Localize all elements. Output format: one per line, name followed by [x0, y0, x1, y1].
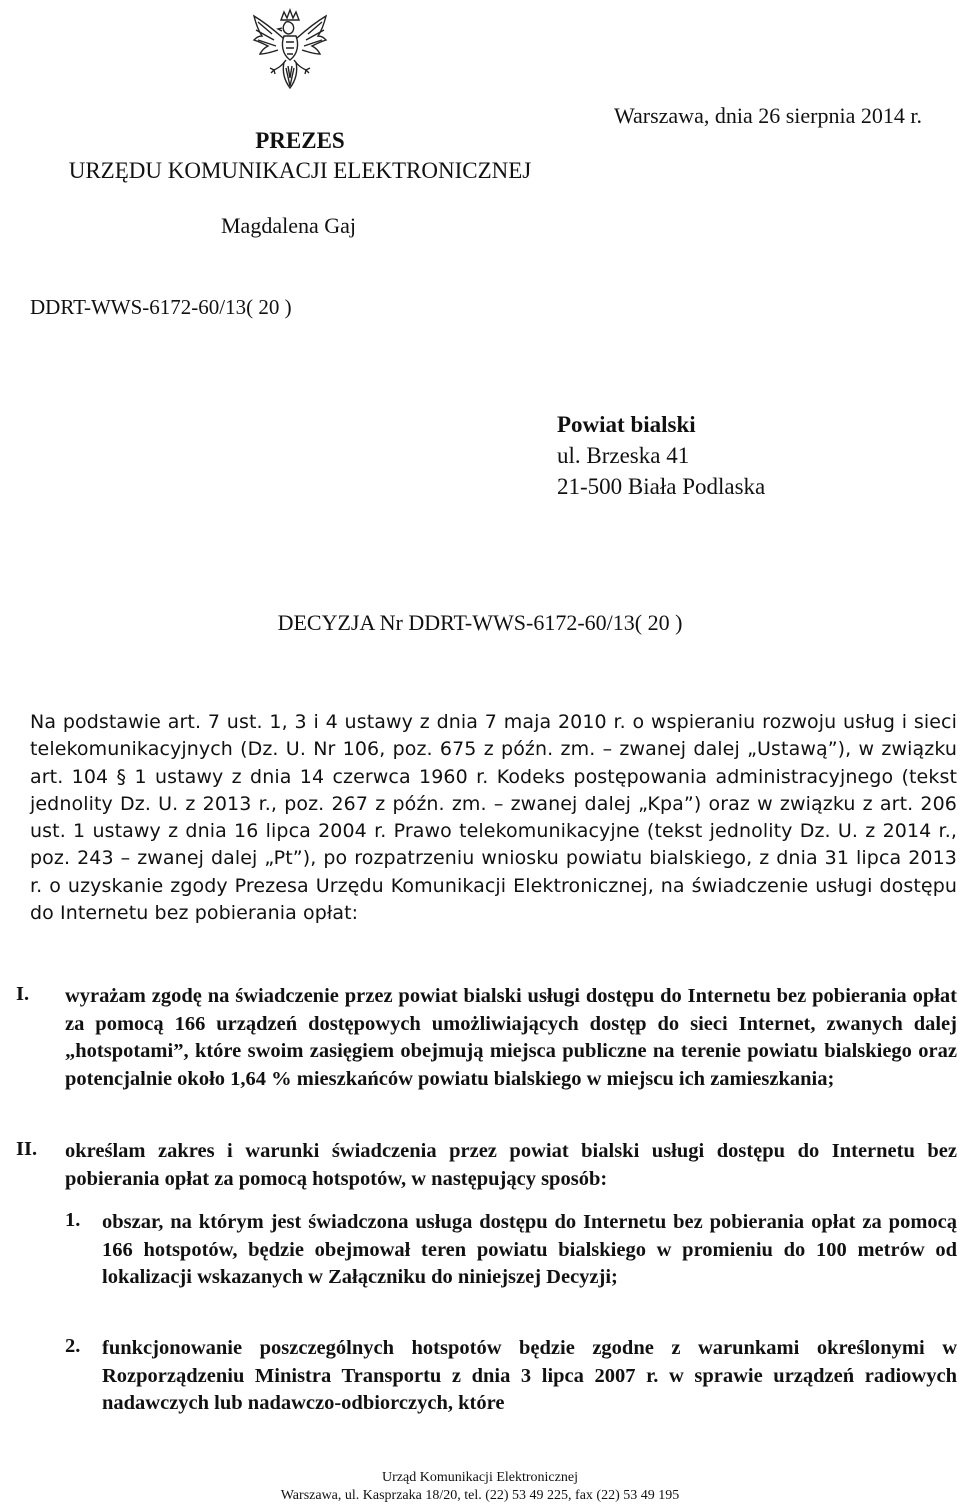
subpoint-number: 1.: [65, 1209, 81, 1231]
decision-title: DECYZJA Nr DDRT-WWS-6172-60/13( 20 ): [277, 610, 683, 635]
issuer-office: URZĘDU KOMUNIKACJI ELEKTRONICZNEJ: [68, 158, 532, 183]
point-number: II.: [16, 1138, 38, 1160]
subpoint-text: obszar, na którym jest świadczona usługa dostępu do Internetu bez pobierania opłat za pomocą 166 hotspotów, będzie obejmował teren powiatu bialskiego w promieniu do 100 metrów od lokalizacji wskazanych w Załączniku do niniejszej Decyzji;: [102, 1211, 957, 1288]
page-footer: [0, 1469, 960, 1505]
document-reference: DDRT-WWS-6172-60/13( 20 ): [30, 295, 292, 319]
subpoint-text: funkcjonowanie poszczególnych hotspotów będzie zgodne z warunkami określonymi w Rozporządzeniu Ministra Transportu z dnia 3 lipca 2007 r. w sprawie urządzeń radiowych nadawczych lub nadawczo-odbiorczych, które: [102, 1337, 957, 1414]
issuer-header: [30, 126, 570, 186]
issuer-title: PREZES: [255, 128, 345, 153]
place-date: Warszawa, dnia 26 sierpnia 2014 r.: [614, 103, 922, 128]
point-text: określam zakres i warunki świadczenia przez powiat bialski usługi dostępu do Internetu bez pobierania opłat za pomocą hotspotów, w następujący sposób:: [65, 1140, 957, 1190]
point-number: I.: [16, 983, 30, 1005]
footer-address: Warszawa, ul. Kasprzaka 18/20, tel. (22) 53 49 225, fax (22) 53 49 195: [280, 1488, 680, 1503]
addressee-street: ul. Brzeska 41: [557, 443, 690, 468]
signer-name: Magdalena Gaj: [221, 213, 356, 238]
subpoint-number: 2.: [65, 1335, 81, 1357]
addressee-block: [557, 409, 765, 502]
addressee-name: Powiat bialski: [557, 412, 696, 437]
point-text: wyrażam zgodę na świadczenie przez powiat bialski usługi dostępu do Internetu bez pobierania opłat za pomocą 166 urządzeń dostępowych umożliwiających dostęp do sieci Internet, zwanych dalej „hotspotami”, które swoim zasięgiem obejmują miejsca publiczne na terenie powiatu bialskiego oraz potencjalnie około 1,64 % mieszkańców powiatu bialskiego w miejscu ich zamieszkania;: [65, 985, 957, 1090]
legal-basis-paragraph: Na podstawie art. 7 ust. 1, 3 i 4 ustawy z dnia 7 maja 2010 r. o wspieraniu rozwoju usług i sieci telekomunikacyjnych (Dz. U. Nr 106, poz. 675 z późn. zm. – zwanej dalej „Ustawą”), w związku art. 104 § 1 ustawy z dnia 14 czerwca 1960 r. Kodeks postępowania administracyjnego (tekst jednolity Dz. U. z 2013 r., poz. 267 z późn. zm. – zwanej dalej „Kpa”) oraz w związku z art. 206 ust. 1 ustawy z dnia 16 lipca 2004 r. Prawo telekomunikacyjne (tekst jednolity Dz. U. z 2014 r., poz. 243 – zwanej dalej „Pt”), po rozpatrzeniu wniosku powiatu bialskiego, z dnia 31 lipca 2013 r. o uzyskanie zgody Prezesa Urzędu Komunikacji Elektronicznej, na świadczenie usługi dostępu do Internetu bez pobierania opłat:: [30, 711, 957, 925]
polish-eagle-emblem-icon: [248, 8, 332, 94]
footer-institution: Urząd Komunikacji Elektronicznej: [382, 1470, 578, 1485]
addressee-city: 21-500 Biała Podlaska: [557, 474, 766, 499]
